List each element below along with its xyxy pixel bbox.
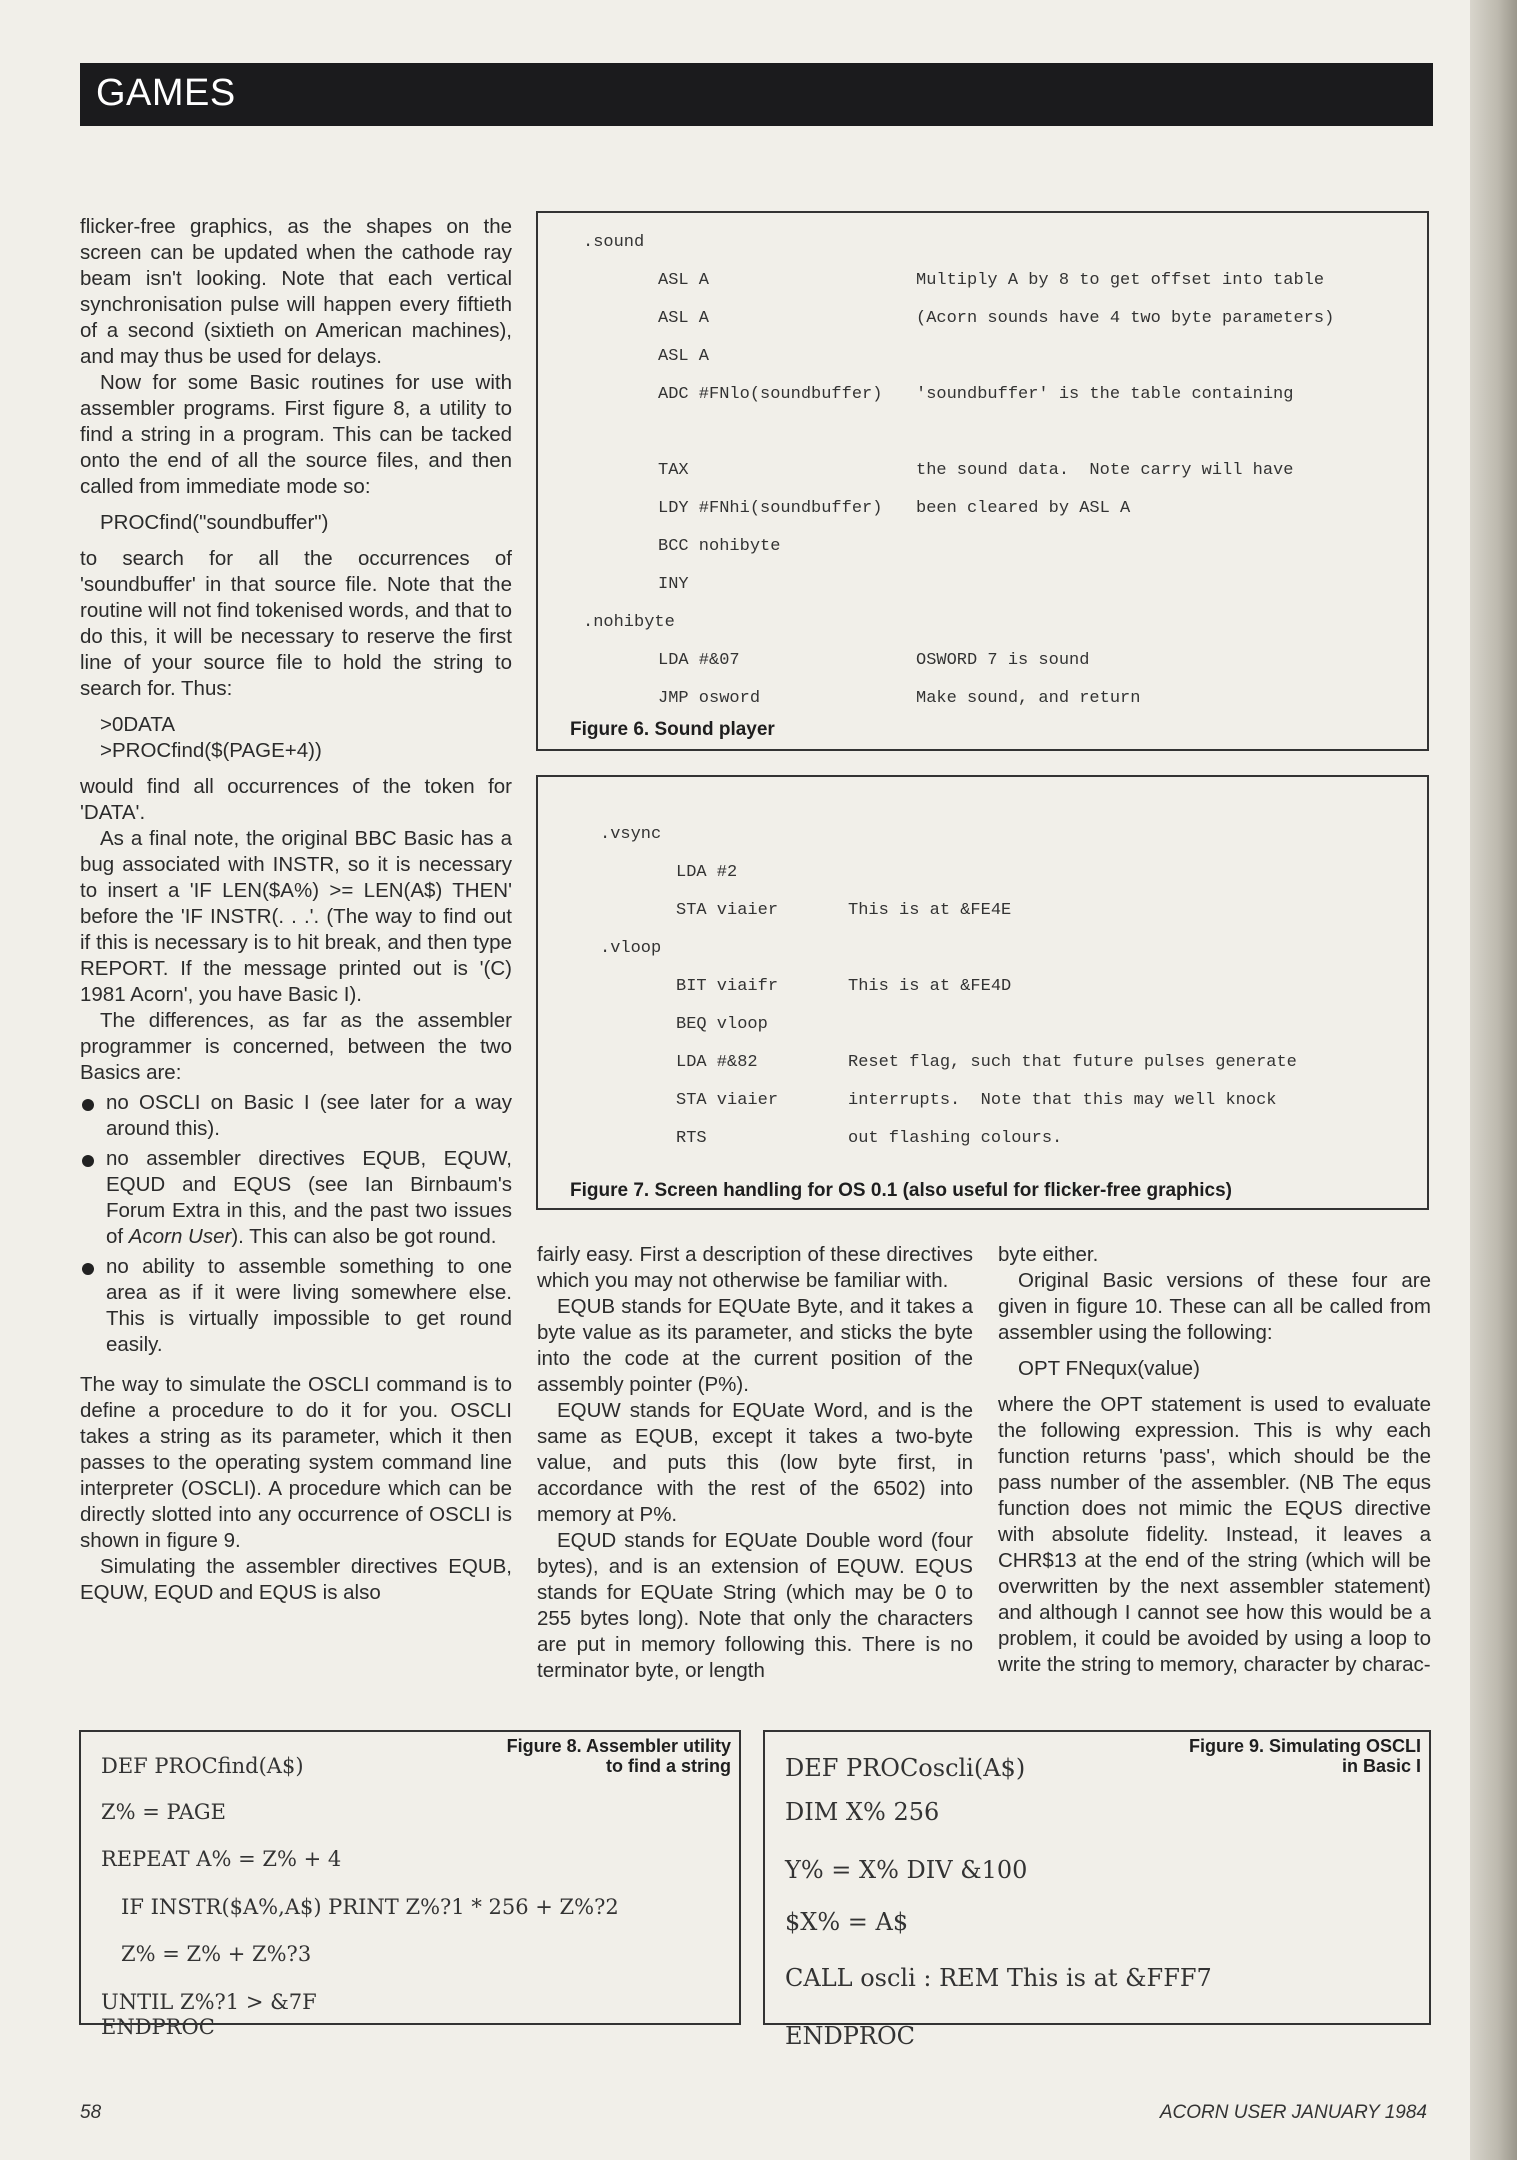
caption-line: Figure 8. Assembler utility xyxy=(506,1736,731,1756)
paragraph: The way to simulate the OSCLI command is to define a procedure to do it for you. OSCLI takes a string as its parameter, which it then passes to the operating system command line interpreter (OSCLI). A procedure which can be directly slotted into any occurrence of OSCLI is shown in figure 9. xyxy=(80,1373,512,1552)
code-code: ASL A xyxy=(658,271,710,290)
publication-name: Acorn User xyxy=(128,1225,232,1248)
paragraph: EQUW stands for EQUate Word, and is the same as EQUB, except it takes a two-byte value, and puts this (low byte first, in accordance with the rest of the 6502) into memory at P%. xyxy=(537,1399,973,1526)
figure-6-box xyxy=(536,211,1429,751)
code-label: .nohibyte xyxy=(583,613,675,632)
bullet-item: no ability to assemble something to one area as if it were living somewhere else. This is virtually impossible to get round easily. xyxy=(80,1254,512,1358)
code-line: DEF PROCfind(A$) xyxy=(101,1754,304,1778)
code-code: JMP osword xyxy=(658,689,761,708)
code-label: .vsync xyxy=(600,825,662,844)
bullet-item: no OSCLI on Basic I (see later for a way around this). xyxy=(80,1090,512,1142)
right-column xyxy=(998,1242,1431,1678)
figure-8-box xyxy=(79,1730,741,2039)
paragraph: The differences, as far as the assembler programmer is concerned, between the two Basics are: xyxy=(80,1009,512,1084)
figure-7-box xyxy=(536,775,1429,1210)
bullet-text: no assembler directives EQUB, EQUW, EQUD and EQUS (see Ian Birnbaum's Forum Extra in this, and the past two issues of xyxy=(106,1147,512,1248)
middle-column xyxy=(537,1242,973,1684)
figure-caption: Figure 6. Sound player xyxy=(570,719,775,740)
code-comment: This is at &FE4E xyxy=(848,901,1012,920)
code-label: .vloop xyxy=(600,939,662,958)
code-comment: the sound data. Note carry will have xyxy=(916,461,1294,480)
section-title: GAMES xyxy=(96,72,236,114)
paragraph: would find all occurrences of the token for 'DATA'. xyxy=(80,775,512,824)
code-line: ENDPROC xyxy=(101,2015,215,2039)
code-line: Z% = Z% + Z%?3 xyxy=(101,1942,312,1966)
code-comment: interrupts. Note that this may well knock xyxy=(848,1091,1277,1110)
paragraph: byte either. xyxy=(998,1243,1099,1266)
code-line: Y% = X% DIV &100 xyxy=(785,1856,1028,1884)
paragraph: flicker-free graphics, as the shapes on the screen can be updated when the cathode ray beam isn't looking. Note that each vertical synchronisation pulse will happen every fiftieth of a second (sixtieth on American machines), and may thus be used for delays. xyxy=(80,215,512,368)
bullet-text: ). This can also be got round. xyxy=(231,1225,497,1248)
code-comment: Multiply A by 8 to get offset into table xyxy=(916,271,1325,290)
code-code: ASL A xyxy=(658,347,710,366)
code-code: RTS xyxy=(676,1129,707,1148)
code-line: Z% = PAGE xyxy=(101,1800,226,1824)
caption-line: to find a string xyxy=(606,1756,731,1776)
code-code: ASL A xyxy=(658,309,710,328)
paragraph: EQUB stands for EQUate Byte, and it takes a byte value as its parameter, and sticks the byte into the code at the current position of the assembly pointer (P%). xyxy=(537,1295,973,1396)
paragraph: EQUD stands for EQUate Double word (four bytes), and is an extension of EQUW. EQUS stands for EQUate String (which may be 0 to 255 bytes long). Note that only the characters are put in memory following this. There is no terminator byte, or length xyxy=(537,1529,973,1682)
paragraph: Now for some Basic routines for use with assembler programs. First figure 8, a utility to find a string in a program. This can be tacked onto the end of all the source files, and then called from immediate mode so: xyxy=(80,371,512,498)
code-comment: 'soundbuffer' is the table containing xyxy=(916,385,1294,404)
code-line: DIM X% 256 xyxy=(785,1798,940,1826)
code-code: LDA #&07 xyxy=(658,651,740,670)
paragraph: where the OPT statement is used to evaluate the following expression. This is why each function returns 'pass', which should be the pass number of the assembler. (NB The equs function does not mimic the EQUS directive with absolute fidelity. Instead, it leaves a CHR$13 at the end of the string (which will be overwritten by the next assembler statement) and although I cannot see how this would be a problem, it could be avoided by using a loop to write the string to memory, character by charac- xyxy=(998,1393,1431,1676)
code-line: IF INSTR($A%,A$) PRINT Z%?1 * 256 + Z%?2 xyxy=(101,1895,619,1919)
code-comment: (Acorn sounds have 4 two byte parameters) xyxy=(916,309,1335,328)
code-code: STA viaier xyxy=(676,1091,779,1110)
paragraph: to search for all the occurrences of 'soundbuffer' in that source file. Note that the routine will not find tokenised words, and that to do this, it will be necessary to reserve the first line of your source file to hold the string to search for. Thus: xyxy=(80,547,512,700)
caption-line: in Basic I xyxy=(1341,1756,1421,1776)
code-line: REPEAT A% = Z% + 4 xyxy=(101,1847,342,1871)
code-line: UNTIL Z%?1 > &7F xyxy=(101,1990,317,2014)
bullet-item xyxy=(80,1146,512,1250)
code-code: LDA #2 xyxy=(676,863,738,882)
code-label: .sound xyxy=(583,233,645,252)
paragraph: As a final note, the original BBC Basic has a bug associated with INSTR, so it is necessary to insert a 'IF LEN($A%) >= LEN(A$) THEN' before the 'IF INSTR(. . .'. (The way to find out if this is necessary is to hit break, and then type REPORT. If the message printed out is '(C) 1981 Acorn', you have Basic I). xyxy=(80,827,512,1006)
code-code: STA viaier xyxy=(676,901,779,920)
code-code: INY xyxy=(658,575,689,594)
code-comment: Reset flag, such that future pulses generate xyxy=(848,1053,1297,1072)
code-comment: Make sound, and return xyxy=(916,689,1141,708)
figure-9-box xyxy=(763,1730,1431,2050)
figure-caption xyxy=(1189,1736,1421,1776)
page-number: 58 xyxy=(80,2102,102,2123)
code-code: LDY #FNhi(soundbuffer) xyxy=(658,499,883,518)
code-comment: This is at &FE4D xyxy=(848,977,1012,996)
code-line: DEF PROCoscli(A$) xyxy=(785,1754,1026,1782)
figure-caption: Figure 7. Screen handling for OS 0.1 (also useful for flicker-free graphics) xyxy=(570,1180,1232,1201)
code-comment: been cleared by ASL A xyxy=(916,499,1131,518)
inline-code: >0DATA xyxy=(100,713,176,736)
caption-line: Figure 9. Simulating OSCLI xyxy=(1188,1736,1421,1756)
paragraph: fairly easy. First a description of these directives which you may not otherwise be familiar with. xyxy=(537,1243,973,1292)
code-line: ENDPROC xyxy=(785,2022,916,2050)
code-code: LDA #&82 xyxy=(676,1053,758,1072)
inline-code: >PROCfind($(PAGE+4)) xyxy=(100,739,322,762)
page-edge-shadow xyxy=(1470,0,1517,2160)
left-column xyxy=(80,214,512,1606)
code-code: ADC #FNlo(soundbuffer) xyxy=(658,385,883,404)
code-code: BCC nohibyte xyxy=(658,537,781,556)
code-line: $X% = A$ xyxy=(785,1908,909,1936)
code-code: TAX xyxy=(658,461,689,480)
inline-code: OPT FNequx(value) xyxy=(1018,1357,1200,1380)
code-line: CALL oscli : REM This is at &FFF7 xyxy=(785,1964,1212,1992)
code-code: BIT viaifr xyxy=(676,977,779,996)
code-code: BEQ vloop xyxy=(676,1015,768,1034)
code-comment: OSWORD 7 is sound xyxy=(916,651,1090,670)
inline-code: PROCfind("soundbuffer") xyxy=(100,511,329,534)
code-comment: out flashing colours. xyxy=(848,1129,1063,1148)
paragraph: Simulating the assembler directives EQUB, EQUW, EQUD and EQUS is also xyxy=(80,1555,512,1604)
paragraph: Original Basic versions of these four are given in figure 10. These can all be called from assembler using the following: xyxy=(998,1269,1431,1344)
figure-caption xyxy=(507,1736,731,1776)
publication-footer: ACORN USER JANUARY 1984 xyxy=(1159,2102,1427,2123)
section-header-bar xyxy=(80,63,1433,126)
